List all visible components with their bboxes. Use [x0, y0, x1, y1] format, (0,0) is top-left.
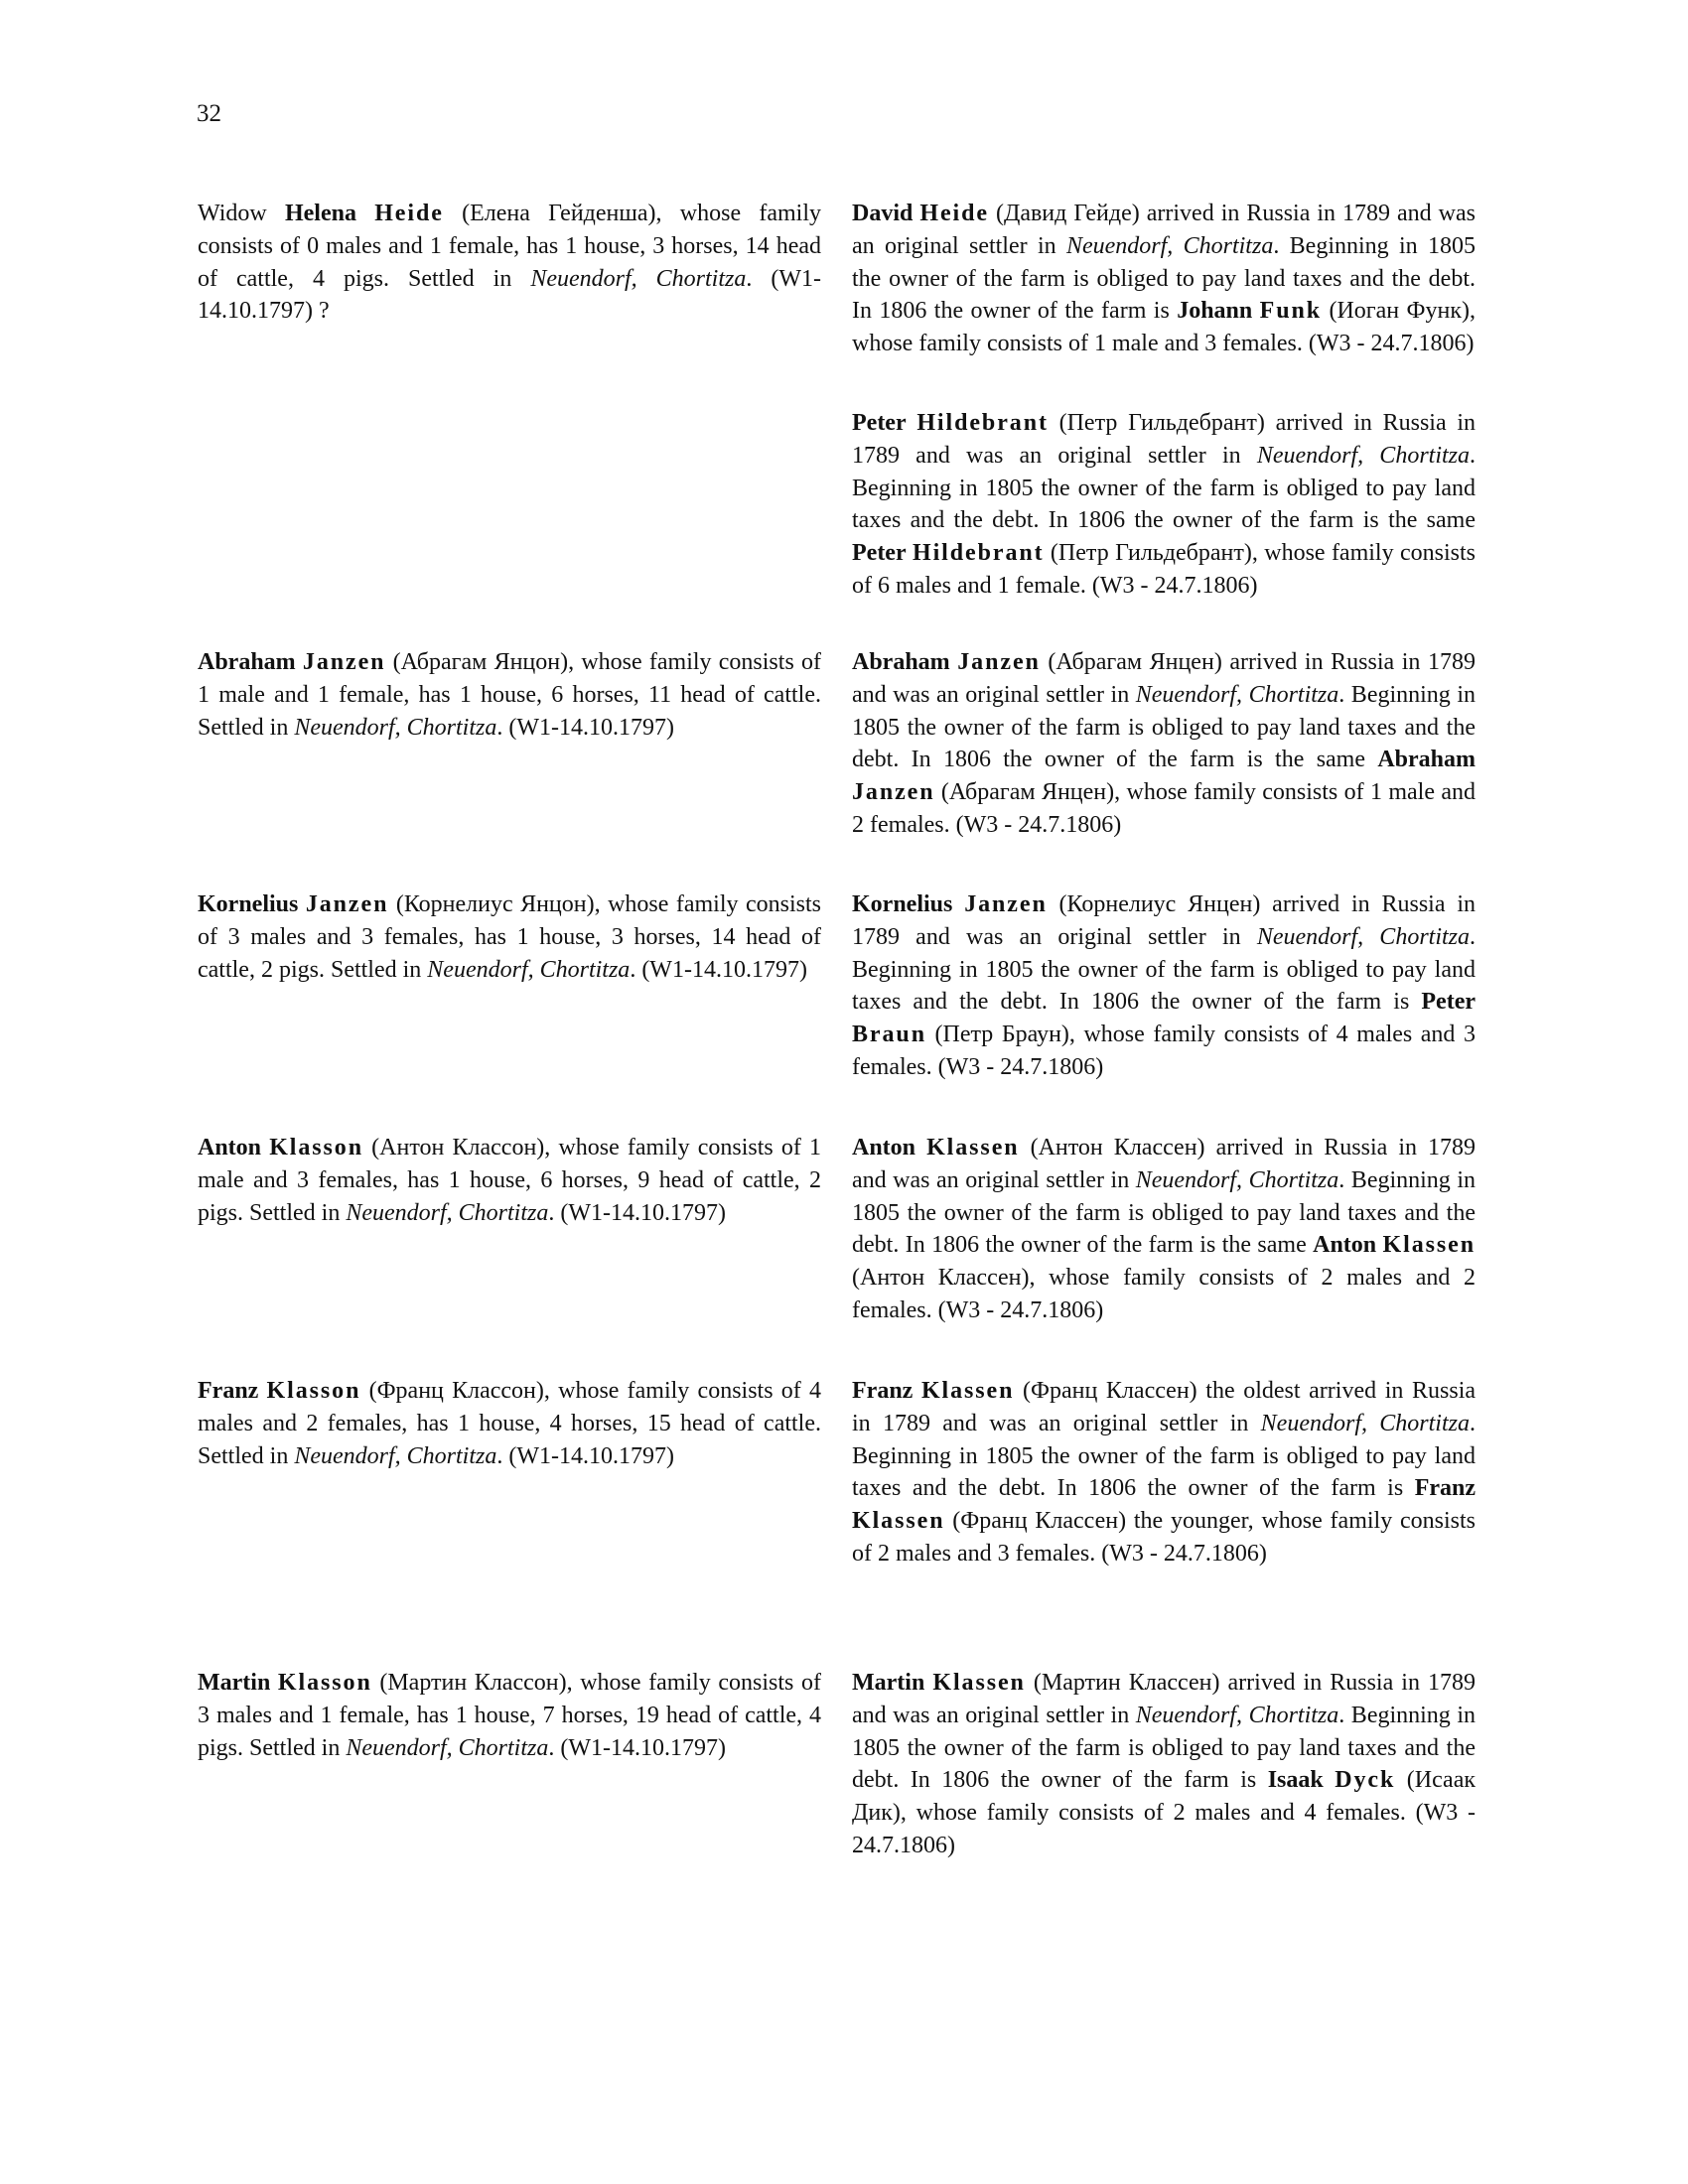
person-surname: Janzen: [302, 649, 386, 675]
person-first-name: Kornelius: [852, 891, 953, 917]
source-ref: . (W1-14.10.1797) ?: [198, 265, 822, 325]
left-entry-heide-helena: Widow Helena Heide (Елена Гейденша), whose family consists of 0 males and 1 female, has 1 house, 3 horses, 14 head of cattle, 4 pigs. Settled in Neuendorf, Chortitza. (W1-14.10.1797) ?: [198, 201, 822, 325]
family-and-source: ) the younger, whose family consists of 2 males and 3 females. (W3 - 24.7.1806): [852, 1508, 1476, 1567]
owner-russian-name: Иоган Функ: [1336, 298, 1462, 325]
russian-name: Антон Классен: [1038, 1135, 1197, 1160]
family-and-source: ), whose family consists of 6 males and 1 female. (W3 - 24.7.1806): [852, 540, 1476, 599]
place-name: Neuendorf, Chortitza: [1065, 232, 1274, 259]
owner-russian-name: Исаак Дик: [852, 1767, 1477, 1827]
russian-name: Мартин Классон: [387, 1670, 559, 1696]
person-surname: Klasson: [277, 1670, 372, 1696]
owner-first-name: Abraham: [1377, 747, 1476, 773]
person-first-name: Kornelius: [198, 891, 299, 917]
owner-first-name: Johann: [1177, 298, 1253, 325]
person-first-name: Martin: [198, 1670, 271, 1696]
left-entry-janzen-kornelius: Kornelius Janzen (Корнелиус Янцон), whose family consists of 3 males and 3 females, has 1 house, 3 horses, 14 head of cattle, 2 pigs. Settled in Neuendorf, Chortitza. (W1-14.10.1797): [198, 891, 821, 983]
owner-surname: Janzen: [852, 779, 935, 806]
owner-first-name: Peter: [1421, 989, 1476, 1016]
source-ref: . (W1-14.10.1797): [548, 1734, 726, 1761]
person-surname: Heide: [919, 201, 989, 226]
person-first-name: Martin: [852, 1670, 925, 1696]
person-surname: Klasson: [269, 1135, 363, 1160]
person-surname: Klasson: [266, 1378, 361, 1404]
family-and-source: ), whose family consists of 1 male and 3 females. (W3 - 24.7.1806): [852, 298, 1476, 357]
family-and-source: ), whose family consists of 4 males and 3 females. (W3 - 24.7.1806): [852, 1022, 1476, 1080]
right-entry-hildebrant-peter: Peter Hildebrant (Петр Гильдебрант) arrived in Russia in 1789 and was an original settler in Neuendorf, Chortitza. Beginning in 1805 the owner of the farm is obliged to pay land taxes and the debt. In 1806 the owner of the farm is the same Peter Hildebrant (Петр Гильдебрант), whose family consists of 6 males and 1 female. (W3 - 24.7.1806): [852, 410, 1477, 599]
russian-name: Абрагам Янцен: [1055, 649, 1214, 675]
place-name: Neuendorf, Chortitza: [1135, 1702, 1339, 1728]
place-name: Neuendorf, Chortitza: [1135, 1166, 1339, 1193]
place-name: Neuendorf, Chortitza: [294, 1442, 497, 1469]
person-surname: Klassen: [920, 1378, 1015, 1404]
left-entry-klasson-franz: Franz Klasson (Франц Классон), whose family consists of 4 males and 2 females, has 1 house, 4 horses, 15 head of cattle. Settled in Neuendorf, Chortitza. (W1-14.10.1797): [198, 1378, 821, 1469]
left-entry-janzen-abraham: Abraham Janzen (Абрагам Янцон), whose family consists of 1 male and 1 female, has 1 house, 6 horses, 11 head of cattle. Settled in Neuendorf, Chortitza. (W1-14.10.1797): [198, 649, 822, 741]
russian-name: Корнелиус Янцон: [403, 891, 587, 917]
source-ref: . (W1-14.10.1797): [496, 1442, 674, 1469]
russian-name: Абрагам Янцон: [400, 649, 561, 675]
russian-name: Франц Классон: [376, 1378, 536, 1404]
owner-surname: Funk: [1259, 298, 1323, 325]
person-surname: Heide: [374, 201, 444, 226]
person-surname: Klassen: [926, 1135, 1020, 1160]
family-and-source: ), whose family consists of 1 male and 2 females. (W3 - 24.7.1806): [852, 779, 1476, 838]
right-entry-klassen-franz: Franz Klassen (Франц Классен) the oldest arrived in Russia in 1789 and was an original settler in Neuendorf, Chortitza. Beginning in 1805 the owner of the farm is obliged to pay land taxes and the debt. In 1806 the owner of the farm is Franz Klassen (Франц Классен) the younger, whose family consists of 2 males and 3 females. (W3 - 24.7.1806): [852, 1378, 1477, 1567]
person-first-name: Franz: [852, 1378, 914, 1404]
person-first-name: Helena: [284, 201, 356, 226]
family-and-source: ), whose family consists of 2 males and 2 females. (W3 - 24.7.1806): [852, 1265, 1476, 1323]
owner-surname: Klassen: [852, 1508, 945, 1535]
person-first-name: Peter: [852, 410, 907, 436]
right-entry-janzen-kornelius: Kornelius Janzen (Корнелиус Янцен) arrived in Russia in 1789 and was an original settler in Neuendorf, Chortitza. Beginning in 1805 the owner of the farm is obliged to pay land taxes and the debt. In 1806 the owner of the farm is Peter Braun (Петр Браун), whose family consists of 4 males and 3 females. (W3 - 24.7.1806): [852, 891, 1476, 1080]
place-name: Neuendorf, Chortitza: [1260, 1410, 1470, 1436]
owner-russian-name: Петр Гильдебрант: [1057, 540, 1244, 567]
owner-russian-name: Франц Классен: [960, 1508, 1119, 1535]
place-name: Neuendorf, Chortitza: [1135, 681, 1339, 708]
place-name: Neuendorf, Chortitza: [530, 265, 747, 292]
person-surname: Klassen: [932, 1670, 1026, 1696]
owner-first-name: Franz: [1414, 1475, 1476, 1502]
russian-name: Петр Гильдебрант: [1066, 410, 1257, 436]
russian-name: Елена Гейденша: [470, 201, 648, 226]
russian-name: Давид Гейде: [1003, 201, 1132, 226]
russian-name: Мартин Классен: [1041, 1670, 1212, 1696]
right-entry-heide-david: David Heide (Давид Гейде) arrived in Russia in 1789 and was an original settler in Neuendorf, Chortitza. Beginning in 1805 the owner of the farm is obliged to pay land taxes and the debt. In 1806 the owner of the farm is Johann Funk (Иоган Функ), whose family consists of 1 male and 3 females. (W3 - 24.7.1806): [852, 201, 1477, 357]
person-surname: Janzen: [964, 891, 1048, 917]
place-name: Neuendorf, Chortitza: [1256, 442, 1470, 469]
person-first-name: Abraham: [198, 649, 296, 675]
person-first-name: Franz: [198, 1378, 259, 1404]
owner-surname: Klassen: [1382, 1232, 1476, 1259]
page-number: 32: [197, 100, 221, 127]
owner-surname: Hildebrant: [913, 540, 1045, 567]
person-surname: Janzen: [305, 891, 389, 917]
left-entry-klasson-martin: Martin Klasson (Мартин Классон), whose family consists of 3 males and 1 female, has 1 house, 7 horses, 19 head of cattle, 4 pigs. Settled in Neuendorf, Chortitza. (W1-14.10.1797): [198, 1670, 821, 1761]
owner-surname: Dyck: [1335, 1767, 1396, 1794]
source-ref: . (W1-14.10.1797): [548, 1199, 726, 1226]
right-entry-janzen-abraham: Abraham Janzen (Абрагам Янцен) arrived in Russia in 1789 and was an original settler in Neuendorf, Chortitza. Beginning in 1805 the owner of the farm is obliged to pay land taxes and the debt. In 1806 the owner of the farm is the same Abraham Janzen (Абрагам Янцен), whose family consists of 1 male and 2 females. (W3 - 24.7.1806): [852, 649, 1477, 838]
owner-russian-name: Антон Классен: [860, 1265, 1022, 1292]
owner-russian-name: Абрагам Янцен: [948, 779, 1107, 806]
person-surname: Hildebrant: [916, 410, 1049, 436]
owner-first-name: Isaak: [1267, 1767, 1324, 1794]
owner-surname: Braun: [852, 1022, 926, 1048]
family-and-source: ), whose family consists of 2 males and 4 females. (W3 - 24.7.1806): [852, 1800, 1476, 1858]
russian-name: Корнелиус Янцен: [1066, 891, 1253, 917]
owner-first-name: Peter: [852, 540, 907, 567]
left-entry-klasson-anton: Anton Klasson (Антон Классон), whose family consists of 1 male and 3 females, has 1 house, 6 horses, 9 head of cattle, 2 pigs. Settled in Neuendorf, Chortitza. (W1-14.10.1797): [198, 1135, 822, 1226]
source-ref: . (W1-14.10.1797): [496, 714, 674, 741]
right-entry-klassen-anton: Anton Klassen (Антон Классен) arrived in Russia in 1789 and was an original settler in Neuendorf, Chortitza. Beginning in 1805 the owner of the farm is obliged to pay land taxes and the debt. In 1806 the owner of the farm is the same Anton Klassen (Антон Классен), whose family consists of 2 males and 2 females. (W3 - 24.7.1806): [852, 1135, 1477, 1323]
place-name: Neuendorf, Chortitza: [427, 956, 631, 983]
place-name: Neuendorf, Chortitza: [1256, 923, 1470, 950]
owner-first-name: Anton: [1313, 1232, 1377, 1259]
place-name: Neuendorf, Chortitza: [294, 714, 497, 741]
person-first-name: Anton: [198, 1135, 262, 1160]
right-entry-klassen-martin: Martin Klassen (Мартин Классен) arrived in Russia in 1789 and was an original settler in Neuendorf, Chortitza. Beginning in 1805 the owner of the farm is obliged to pay land taxes and the debt. In 1806 the owner of the farm is Isaak Dyck (Исаак Дик), whose family consists of 2 males and 4 females. (W3 - 24.7.1806): [852, 1670, 1477, 1858]
russian-name: Антон Классон: [379, 1135, 537, 1160]
source-ref: . (W1-14.10.1797): [630, 956, 807, 983]
person-surname: Janzen: [957, 649, 1041, 675]
person-first-name: Abraham: [852, 649, 950, 675]
place-name: Neuendorf, Chortitza: [346, 1199, 549, 1226]
person-first-name: Anton: [852, 1135, 916, 1160]
russian-name: Франц Классен: [1031, 1378, 1190, 1404]
place-name: Neuendorf, Chortitza: [346, 1734, 549, 1761]
owner-russian-name: Петр Браун: [942, 1022, 1061, 1048]
person-first-name: David: [852, 201, 914, 226]
